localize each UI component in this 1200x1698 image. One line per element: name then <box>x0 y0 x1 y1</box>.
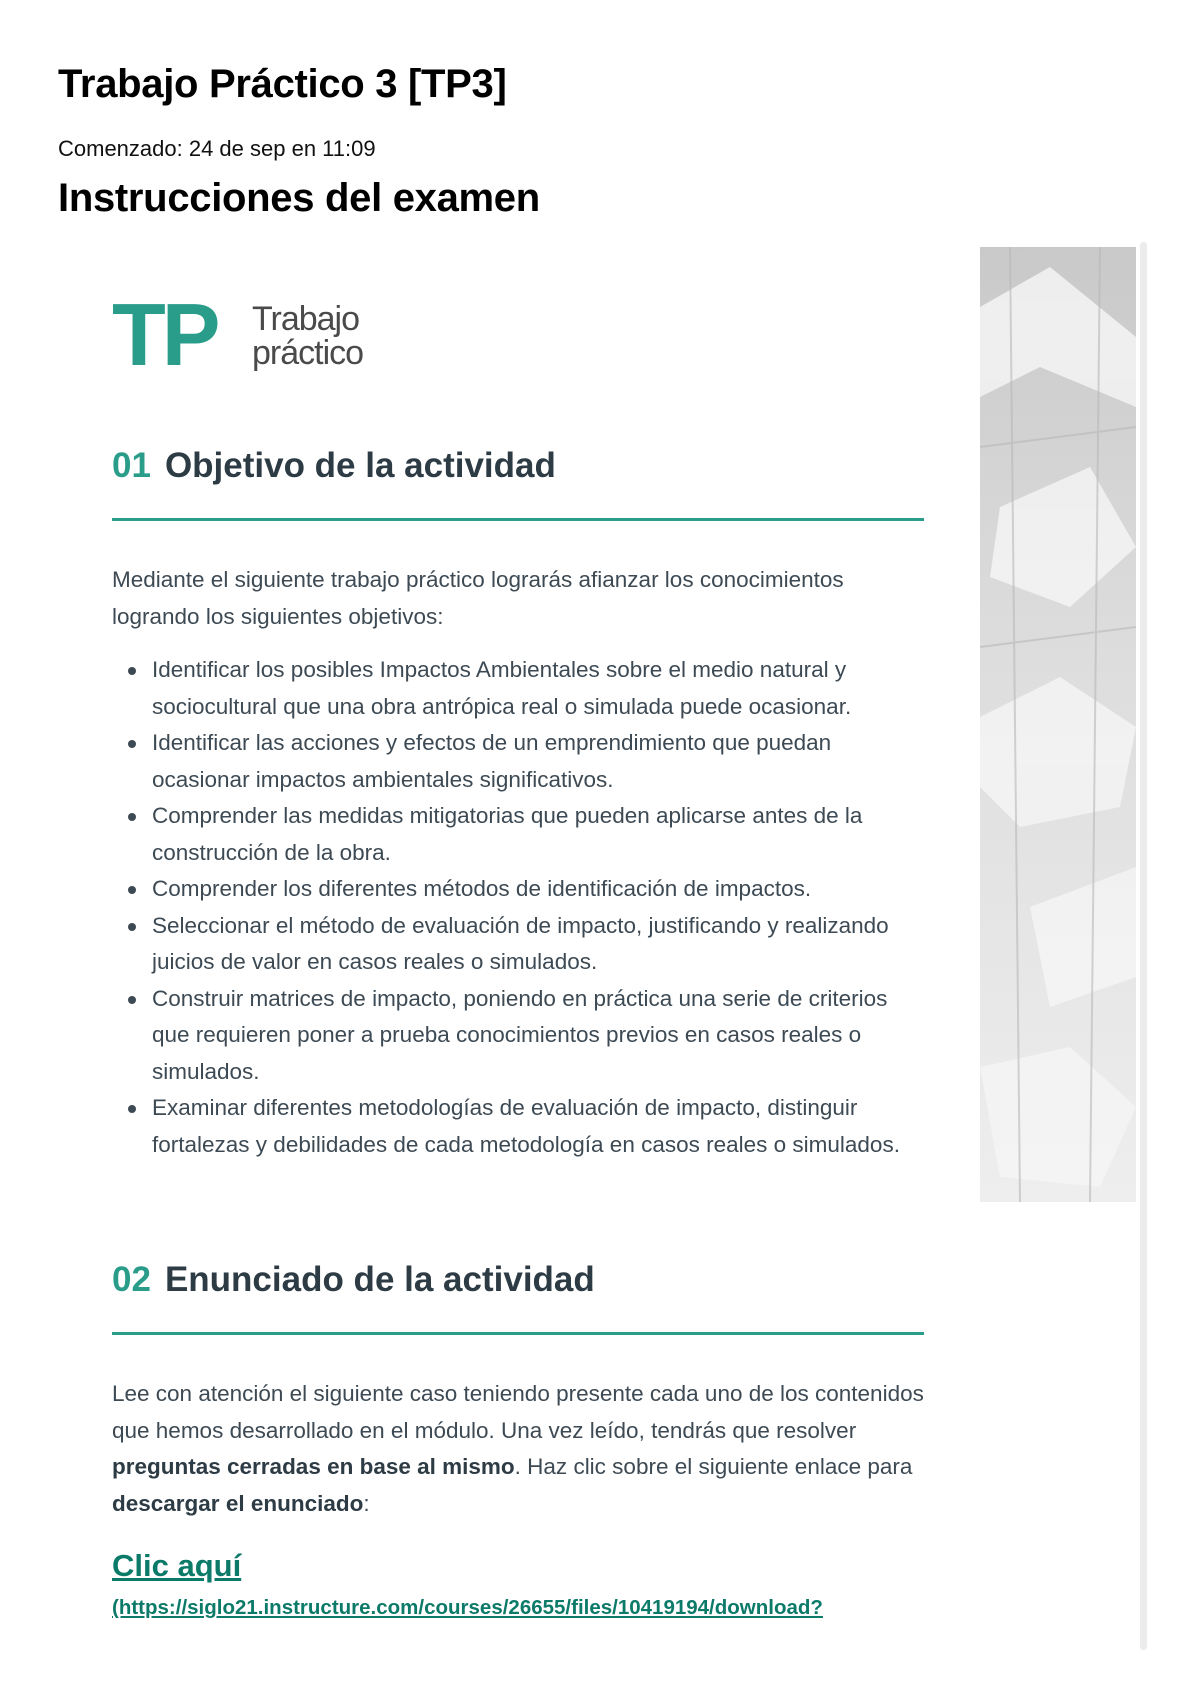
scrollbar[interactable] <box>1140 242 1147 1650</box>
bullet-icon <box>128 813 136 821</box>
list-item-text: Identificar las acciones y efectos de un emprendimiento que puedan ocasionar impactos ambientales significativos. <box>152 730 832 792</box>
bullet-icon <box>128 886 136 894</box>
instructions-title: Instrucciones del examen <box>58 176 540 220</box>
section-title: Enunciado de la actividad <box>164 1260 595 1299</box>
enunciado-text-part: : <box>363 1490 370 1516</box>
section-number: 02 <box>112 1260 151 1299</box>
list-item-text: Examinar diferentes metodologías de evaluación de impacto, distinguir fortalezas y debilidades de cada metodología en casos reales o simulados. <box>152 1095 900 1157</box>
enunciado-text-part: . Haz clic sobre el siguiente enlace para <box>514 1454 913 1479</box>
decorative-banner-image <box>980 247 1136 1202</box>
section-divider <box>112 1332 924 1335</box>
bullet-icon <box>128 923 136 931</box>
enunciado-bold: descargar el enunciado <box>112 1490 364 1516</box>
bullet-icon <box>128 667 136 675</box>
list-item <box>152 798 924 871</box>
list-item <box>152 871 924 908</box>
list-item <box>152 981 924 1091</box>
bullet-icon <box>128 1105 136 1113</box>
list-item-text: Construir matrices de impacto, poniendo en práctica una serie de criterios que requieren poner a prueba conocimientos previos en casos reales o simulados. <box>152 985 888 1084</box>
tp-logo-mark: TP <box>112 285 217 384</box>
section-heading-objetivo <box>112 446 556 486</box>
section-divider <box>112 518 924 521</box>
page-title: Trabajo Práctico 3 [TP3] <box>58 62 507 106</box>
list-item <box>152 908 924 981</box>
list-item-text: Seleccionar el método de evaluación de impacto, justificando y realizando juicios de valor en casos reales o simulados. <box>152 912 889 974</box>
list-item <box>152 725 924 798</box>
list-item-text: Comprender las medidas mitigatorias que pueden aplicarse antes de la construcción de la obra. <box>152 803 863 865</box>
list-item <box>152 1090 924 1163</box>
download-link[interactable]: Clic aquí <box>112 1548 242 1583</box>
list-item <box>152 652 924 725</box>
started-timestamp: Comenzado: 24 de sep en 11:09 <box>58 136 376 161</box>
enunciado-bold: preguntas cerradas en base al mismo <box>112 1454 515 1479</box>
bullet-icon <box>128 740 136 748</box>
tp-logo-line1: Trabajo <box>252 300 360 338</box>
enunciado-text <box>112 1376 924 1522</box>
tp-logo-line2: práctico <box>252 334 364 372</box>
banner-pattern <box>980 247 1136 1202</box>
tp-logo-text <box>252 302 363 370</box>
list-item-text: Identificar los posibles Impactos Ambientales sobre el medio natural y sociocultural que una obra antrópica real o simulada puede ocasionar. <box>152 657 852 719</box>
download-url-link[interactable]: (https://siglo21.instructure.com/courses/26655/files/10419194/download? <box>112 1596 823 1619</box>
section-heading-enunciado <box>112 1260 595 1300</box>
enunciado-text-part: Lee con atención el siguiente caso teniendo presente cada uno de los contenidos que hemos desarrollado en el módulo. Una vez leído, tendrás que resolver <box>112 1381 924 1443</box>
objectives-list <box>112 652 924 1163</box>
objective-intro: Mediante el siguiente trabajo práctico lograrás afianzar los conocimientos logrando los siguientes objetivos: <box>112 567 844 629</box>
section-title: Objetivo de la actividad <box>164 446 556 485</box>
list-item-text: Comprender los diferentes métodos de identificación de impactos. <box>152 876 812 901</box>
bullet-icon <box>128 996 136 1004</box>
section-number: 01 <box>112 446 151 485</box>
